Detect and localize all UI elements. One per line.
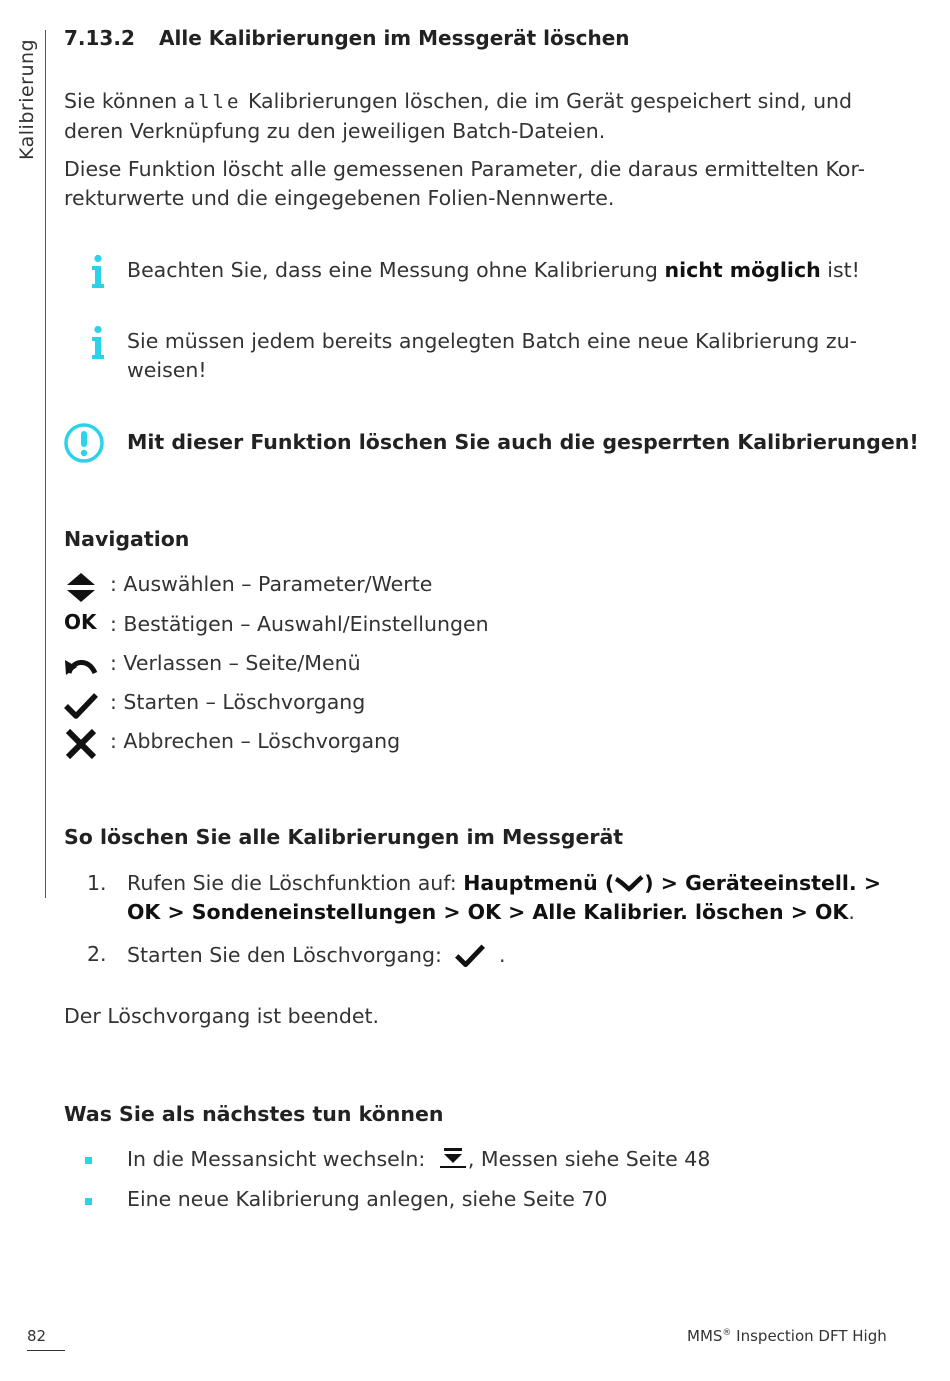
page-number: 82 [27, 1327, 47, 1345]
nav-item-text: : Auswählen – Parameter/Werte [110, 572, 433, 596]
step-number: 2. [87, 942, 107, 966]
next-step-item-1 [127, 1146, 710, 1171]
nav-item-text: : Bestätigen – Auswahl/Einstellungen [110, 612, 489, 636]
note-1-text: Beachten Sie, dass eine Messung ohne Kalibrierung [127, 258, 658, 282]
info-note-2 [127, 327, 887, 385]
next-item-2-text: Eine neue Kalibrierung anlegen, siehe Seite 70 [127, 1187, 608, 1211]
warning-text: Mit dieser Funktion löschen Sie auch die gesperrten Kalibrierungen! [127, 430, 919, 454]
footer-product-title [687, 1327, 887, 1345]
step-1-end: . [848, 900, 855, 924]
nav-item-cancel [64, 727, 664, 757]
side-tab-label: Kalibrierung [16, 38, 38, 160]
back-arrow-icon [64, 649, 98, 683]
intro-text-rest: Kalibrierungen löschen, die im Gerät gespeichert sind, und deren Verknüpfung zu den jeweiligen Batch-Dateien. [64, 89, 853, 143]
measure-view-icon [438, 1146, 468, 1170]
section-heading [64, 26, 630, 50]
nav-item-select [64, 570, 664, 600]
footer-rule [27, 1350, 65, 1351]
intro-paragraph-2: Diese Funktion löscht alle gemessenen Parameter, die daraus ermittelten Kor-rekturwerte und die eingegebenen Folien-Nennwerte. [64, 157, 865, 210]
bullet-marker [85, 1198, 92, 1205]
procedure-heading: So löschen Sie alle Kalibrierungen im Messgerät [64, 825, 624, 849]
intro-text: Sie können [64, 89, 178, 113]
nav-item-text: : Verlassen – Seite/Menü [110, 651, 361, 675]
side-tab [16, 30, 46, 160]
intro-emphasis: alle [183, 91, 242, 113]
step-1-path-a: Hauptmenü ( [463, 871, 615, 895]
nav-item-text: : Starten – Löschvorgang [110, 690, 366, 714]
ok-key: OK [64, 610, 97, 634]
side-divider [45, 30, 46, 898]
procedure-step-2 [87, 940, 887, 970]
info-icon [83, 325, 113, 361]
nav-item-start [64, 688, 664, 718]
note-2-text: Sie müssen jedem bereits angelegten Batch eine neue Kalibrierung zu-weisen! [127, 329, 857, 382]
registered-mark: ® [722, 1328, 732, 1338]
cross-icon [64, 727, 98, 761]
procedure-step-1 [87, 869, 887, 927]
bullet-marker [85, 1157, 92, 1164]
note-1-bold: nicht möglich [664, 258, 821, 282]
step-1-text: Rufen Sie die Löschfunktion auf: [127, 871, 457, 895]
navigation-heading: Navigation [64, 527, 190, 551]
step-2-text: Starten Sie den Löschvorgang: [127, 943, 442, 967]
step-2-end: . [499, 943, 506, 967]
note-1-end: ist! [827, 258, 860, 282]
step-1-path-b: ) > Geräteeinstell. > OK > Sondeneinstellungen > OK > Alle Kalibrier. löschen > OK [127, 871, 882, 924]
exclamation-icon [63, 422, 105, 464]
next-item-1-text: In die Messansicht wechseln: [127, 1147, 426, 1171]
nav-item-back [64, 649, 664, 679]
up-down-arrows-icon [64, 570, 98, 604]
info-icon [83, 254, 113, 290]
section-number: 7.13.2 [64, 26, 135, 50]
next-steps-heading: Was Sie als nächstes tun können [64, 1102, 444, 1126]
checkmark-icon [454, 940, 486, 970]
nav-item-confirm [64, 610, 664, 640]
step-number: 1. [87, 871, 107, 895]
product-name-rest: Inspection DFT High [731, 1327, 887, 1345]
info-note-1 [127, 256, 897, 285]
checkmark-icon [64, 688, 98, 722]
chevron-down-icon [614, 874, 644, 892]
warning-note [127, 430, 919, 454]
next-step-item-2 [127, 1187, 607, 1211]
section-title: Alle Kalibrierungen im Messgerät löschen [159, 26, 630, 50]
next-item-1-rest: , Messen siehe Seite 48 [467, 1147, 711, 1171]
procedure-result: Der Löschvorgang ist beendet. [64, 1004, 380, 1028]
nav-item-text: : Abbrechen – Löschvorgang [110, 729, 401, 753]
intro-paragraph-1 [64, 87, 884, 146]
product-name: MMS [687, 1327, 723, 1345]
